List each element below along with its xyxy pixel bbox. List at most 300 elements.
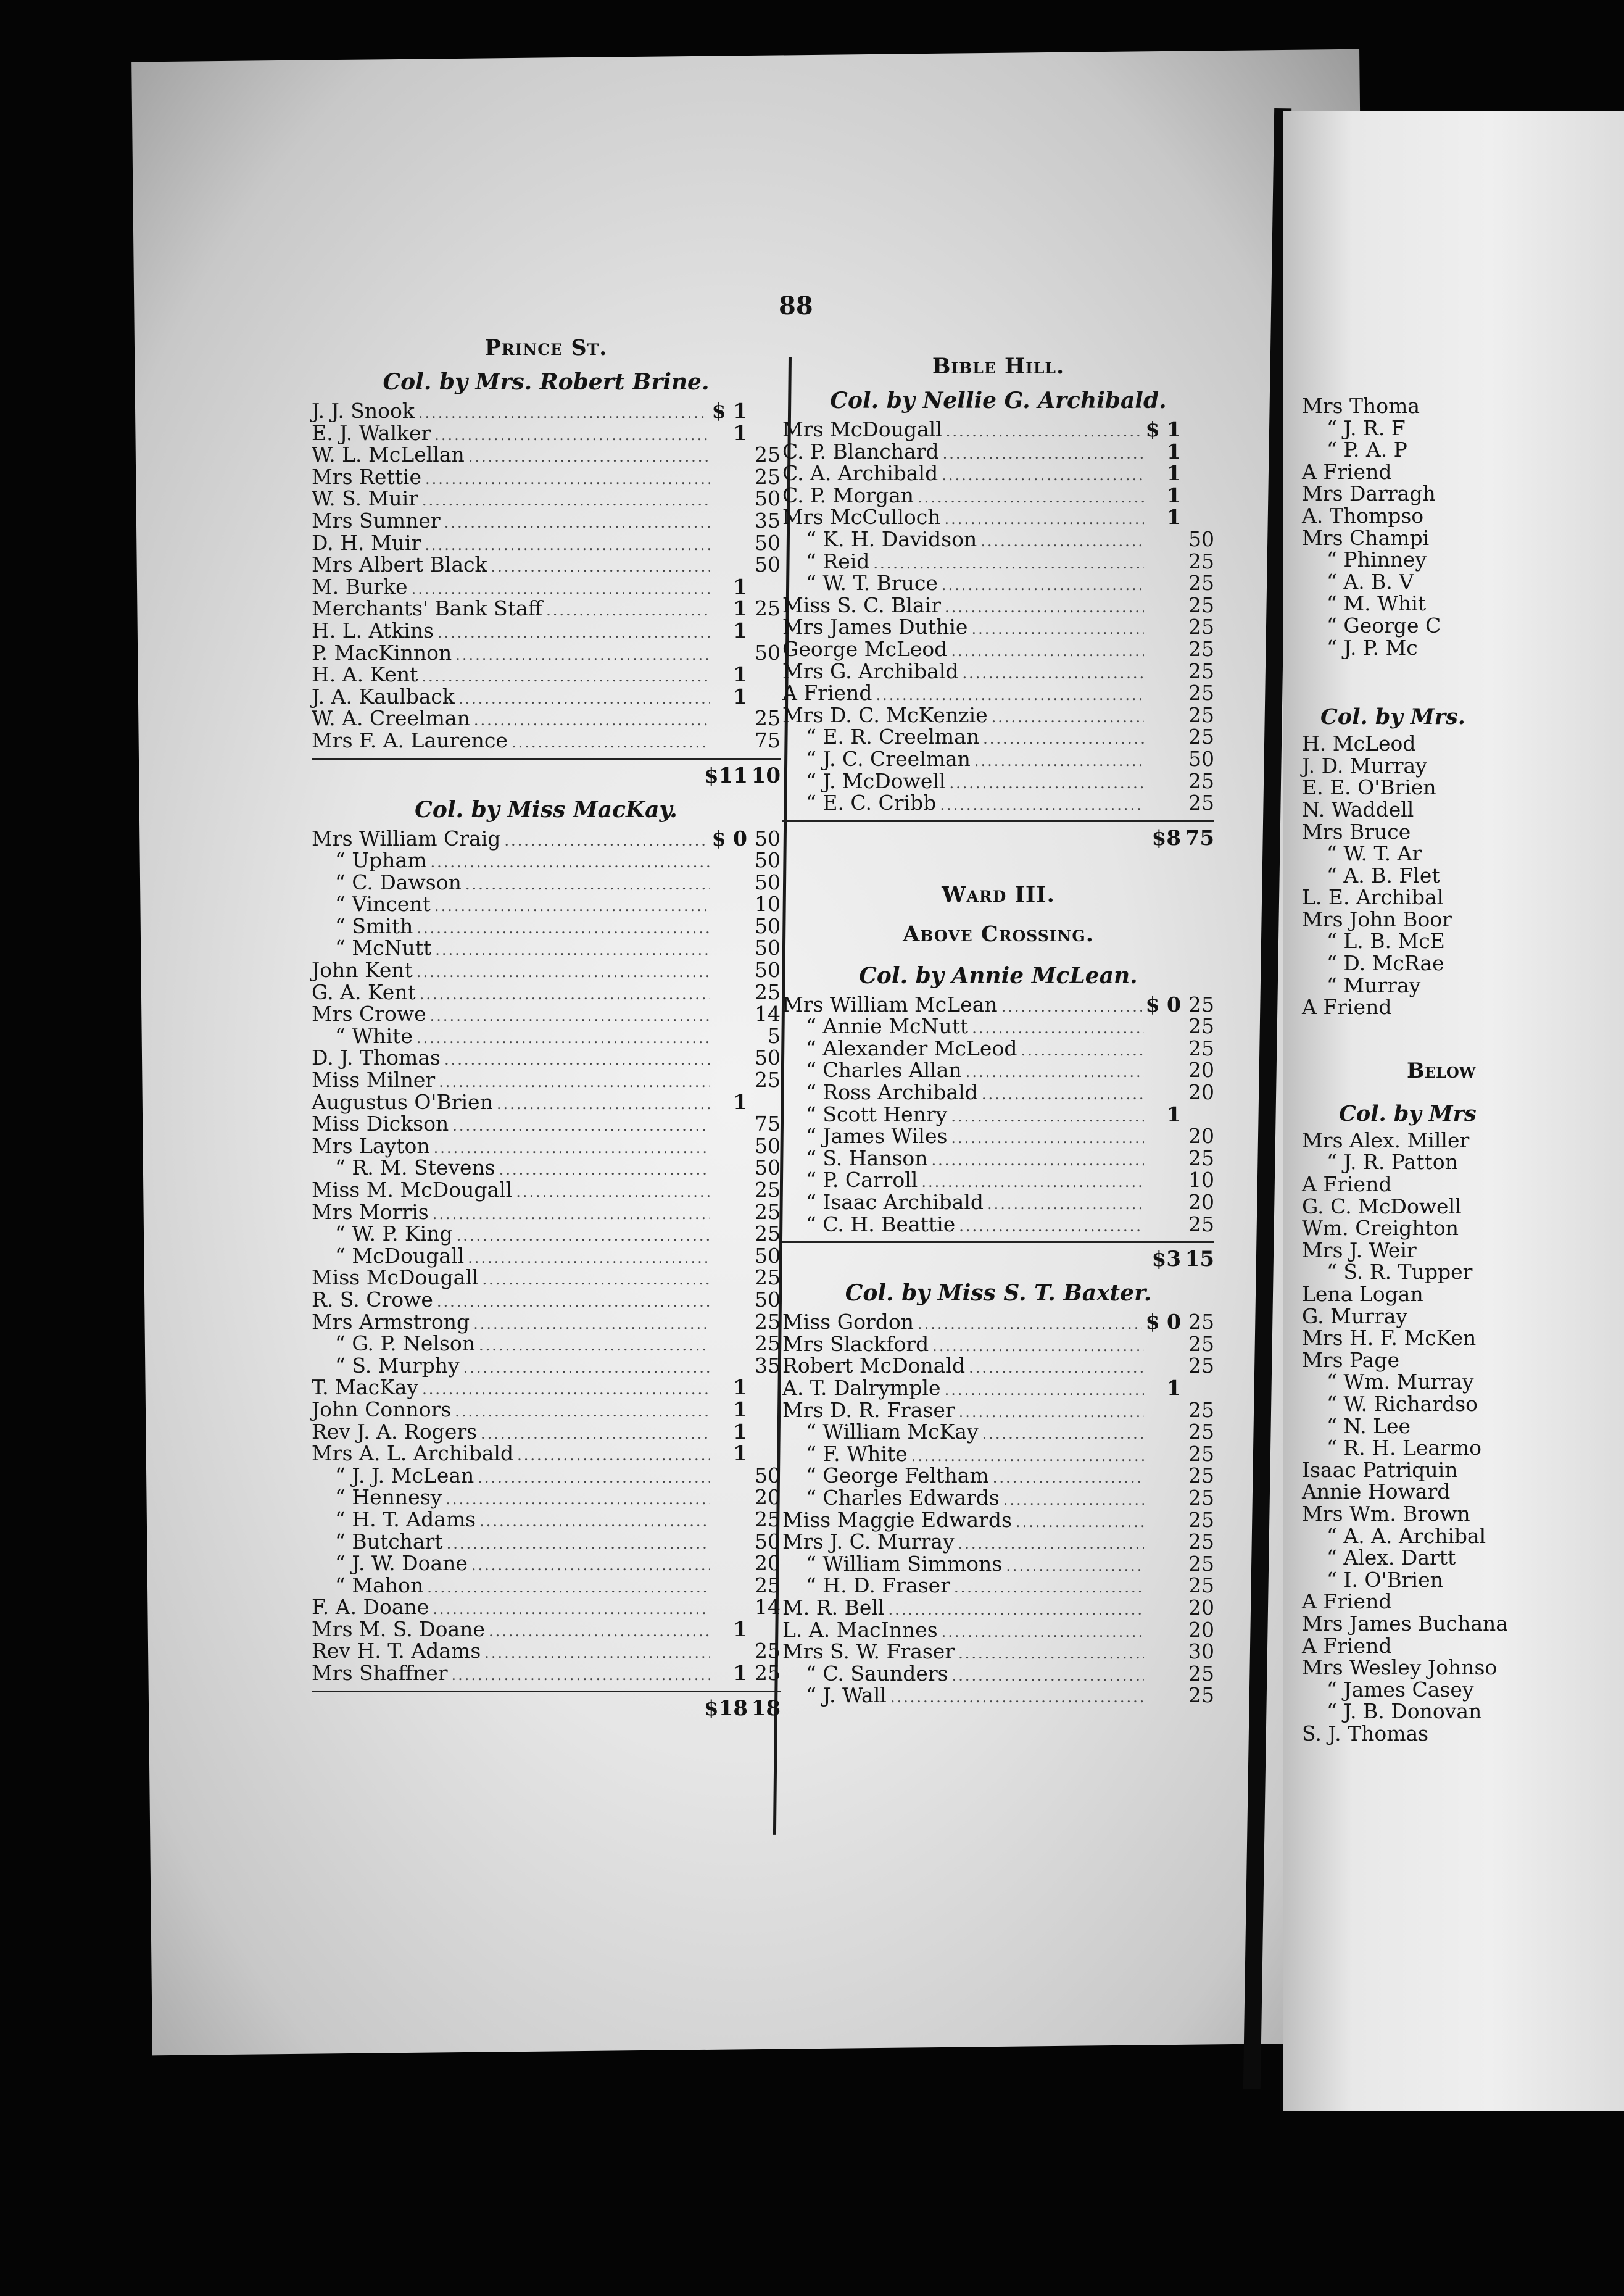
donor-name: Mrs G. Archibald — [782, 659, 959, 683]
donor-name: Miss McDougall — [312, 1265, 479, 1290]
list-item — [782, 485, 1214, 507]
donor-name: “ Charles Allan — [806, 1058, 962, 1083]
amount-cents: 10 — [755, 892, 781, 917]
right-page-line: “ R. H. Learmo — [1327, 1436, 1481, 1460]
list-item — [312, 1157, 781, 1179]
amount-cents: 25 — [1188, 571, 1214, 596]
amount-dollars: $ 0 — [711, 826, 747, 851]
leader-dots — [471, 1555, 710, 1577]
list-item — [312, 400, 781, 422]
donor-name: F. A. Doane — [312, 1595, 429, 1620]
amount-cents: 25 — [1188, 1397, 1214, 1422]
total-cents: 75 — [1185, 825, 1214, 851]
leader-dots — [420, 984, 710, 1006]
leader-dots — [517, 1445, 710, 1467]
amount-cents: 5 — [768, 1023, 781, 1048]
page-number: 88 — [779, 291, 813, 320]
street-heading: Prince St. — [484, 335, 608, 360]
leader-dots — [966, 1062, 1144, 1084]
leader-dots — [425, 468, 710, 491]
amount-cents: 20 — [1188, 1190, 1214, 1215]
leader-dots — [444, 1049, 710, 1071]
amount-cents: 50 — [755, 530, 781, 555]
subscription-group — [782, 958, 1214, 1276]
amount-cents: 25 — [1188, 1661, 1214, 1686]
leader-dots — [952, 1665, 1144, 1687]
amount-cents: 10 — [1188, 1168, 1214, 1192]
donor-name: “ H. D. Fraser — [806, 1573, 950, 1598]
right-page-line: A Friend — [1302, 1589, 1392, 1614]
donor-name: “ Isaac Archibald — [806, 1190, 984, 1215]
donor-name: Mrs James Duthie — [782, 615, 968, 639]
amount-cents: 25 — [1188, 702, 1214, 727]
list-item — [312, 1113, 781, 1135]
leader-dots — [431, 852, 710, 874]
amount-cents: 25 — [1188, 1573, 1214, 1598]
total-cents: 15 — [1185, 1247, 1214, 1272]
list-item — [782, 1038, 1214, 1060]
leader-dots — [918, 1313, 1142, 1336]
leader-dots — [546, 600, 710, 622]
list-item — [312, 1355, 781, 1377]
leader-dots — [982, 1423, 1144, 1445]
list-item — [782, 1487, 1214, 1509]
amount-cents: 35 — [755, 508, 781, 533]
right-page-line: “ J. B. Donovan — [1327, 1699, 1482, 1724]
right-page-line: “ Phinney — [1327, 547, 1427, 572]
list-item — [312, 466, 781, 488]
donor-name: “ E. R. Creelman — [806, 725, 980, 749]
list-item — [312, 871, 781, 894]
total-cents: 18 — [751, 1695, 781, 1721]
amount-cents: 25 — [1188, 1212, 1214, 1236]
donor-name: “ S. Hanson — [806, 1146, 928, 1170]
right-page-line: “ James Casey — [1327, 1677, 1474, 1702]
right-page-line: Mrs Darragh — [1302, 481, 1436, 506]
donor-name: Mrs Sumner — [312, 508, 441, 533]
donor-name: “ W. P. King — [335, 1221, 453, 1246]
donor-name: “ H. T. Adams — [335, 1507, 476, 1531]
amount-cents: 25 — [755, 1199, 781, 1224]
list-item — [782, 441, 1214, 463]
amount-cents: 50 — [755, 486, 781, 511]
right-page-line: A. Thompso — [1302, 503, 1424, 528]
amount-cents: 75 — [755, 1112, 781, 1136]
group-total — [782, 1241, 1214, 1275]
right-page-line: “ J. R. Patton — [1327, 1150, 1458, 1175]
list-item — [312, 663, 781, 686]
amount-cents: 25 — [1188, 791, 1214, 815]
donor-name: Mrs S. W. Fraser — [782, 1639, 955, 1664]
leader-dots — [455, 1401, 710, 1423]
right-page-line: L. E. Archibal — [1302, 885, 1444, 910]
amount-cents: 50 — [755, 936, 781, 960]
leader-dots — [468, 1247, 710, 1270]
amount-dollars: $ 0 — [1145, 1310, 1181, 1334]
leader-dots — [474, 710, 710, 732]
list-item — [782, 748, 1214, 770]
right-page-line: “ A. B. V — [1327, 569, 1414, 594]
amount-cents: 25 — [1188, 1441, 1214, 1466]
amount-cents: 25 — [1188, 1551, 1214, 1576]
amount-cents: 25 — [1188, 593, 1214, 617]
donor-name: Mrs Slackford — [782, 1331, 929, 1356]
right-page-line: “ George C — [1327, 613, 1441, 638]
amount-cents: 50 — [755, 913, 781, 938]
leader-dots — [940, 794, 1144, 817]
list-item — [312, 1069, 781, 1091]
ward-heading: Ward III. — [942, 881, 1055, 907]
list-item — [312, 1179, 781, 1201]
donor-name: Mrs Rettie — [312, 464, 421, 489]
amount-dollars: 1 — [733, 420, 747, 445]
donor-name: M. R. Bell — [782, 1595, 885, 1620]
leader-dots — [452, 1665, 710, 1687]
amount-cents: 30 — [1188, 1639, 1214, 1664]
list-item — [312, 1531, 781, 1553]
list-item — [782, 1081, 1214, 1104]
list-item — [312, 937, 781, 959]
list-item — [312, 1640, 781, 1662]
donor-name: “ White — [335, 1023, 413, 1048]
donor-name: L. A. MacInnes — [782, 1617, 938, 1642]
donor-name: D. J. Thomas — [312, 1046, 441, 1070]
list-item — [782, 1377, 1214, 1399]
right-page-line: “ P. A. P — [1327, 438, 1407, 462]
list-item — [782, 572, 1214, 594]
right-page-heading: Below — [1407, 1058, 1476, 1083]
amount-dollars: 1 — [733, 662, 747, 687]
middle-column — [782, 351, 1214, 1707]
donor-name: Mrs Albert Black — [312, 552, 487, 577]
donor-name: “ McNutt — [335, 936, 432, 960]
leader-dots — [482, 1269, 710, 1291]
leader-dots — [435, 939, 710, 962]
leader-dots — [416, 918, 710, 940]
list-item — [782, 1015, 1214, 1038]
right-page-line: Wm. Creighton — [1302, 1216, 1459, 1241]
list-item — [782, 638, 1214, 660]
amount-dollars: 1 — [1167, 505, 1181, 530]
amount-dollars: 1 — [733, 574, 747, 599]
amount-cents: 25 — [755, 464, 781, 489]
donor-name: Mrs D. C. McKenzie — [782, 702, 988, 727]
list-item — [312, 488, 781, 510]
donor-name: Mrs William McLean — [782, 992, 998, 1017]
leader-dots — [918, 487, 1144, 509]
donor-name: D. H. Muir — [312, 530, 421, 555]
donor-name: “ Butchart — [335, 1529, 443, 1554]
amount-cents: 25 — [1188, 1146, 1214, 1170]
list-item — [782, 1399, 1214, 1421]
donor-name: M. Burke — [312, 574, 408, 599]
leader-dots — [951, 641, 1144, 663]
list-item — [312, 444, 781, 466]
leader-dots — [473, 1313, 710, 1336]
leader-dots — [427, 1577, 710, 1599]
amount-dollars: 1 — [1167, 1102, 1181, 1126]
donor-name: “ G. P. Nelson — [335, 1331, 476, 1356]
donor-name: Merchants' Bank Staff — [312, 596, 543, 621]
leader-dots — [479, 1511, 710, 1533]
donor-name: Mrs F. A. Laurence — [312, 728, 508, 752]
donor-name: “ Charles Edwards — [806, 1485, 1000, 1510]
list-item — [782, 1311, 1214, 1333]
leader-dots — [478, 1467, 710, 1489]
donor-name: Augustus O'Brien — [312, 1089, 493, 1114]
amount-cents: 25 — [1188, 1354, 1214, 1378]
amount-cents: 25 — [755, 1265, 781, 1290]
leader-dots — [943, 443, 1144, 465]
list-item — [782, 1059, 1214, 1081]
donor-name: W. A. Creelman — [312, 706, 470, 731]
amount-dollars: $ 1 — [1145, 417, 1181, 441]
list-item — [782, 1104, 1214, 1126]
list-item — [782, 1213, 1214, 1236]
donor-name: “ Hennesy — [335, 1485, 442, 1510]
donor-name: Robert McDonald — [782, 1354, 966, 1378]
amount-dollars: 1 — [1167, 483, 1181, 507]
leader-dots — [416, 1028, 710, 1050]
amount-cents: 25 — [1188, 636, 1214, 661]
amount-dollars: 1 — [1167, 439, 1181, 464]
group-total — [312, 1691, 781, 1724]
leader-dots — [504, 830, 708, 852]
amount-cents: 25 — [1188, 1485, 1214, 1510]
leader-dots — [942, 575, 1144, 597]
group-total — [312, 758, 781, 792]
amount-dollars: $ 0 — [1145, 992, 1181, 1017]
donor-name: “ James Wiles — [806, 1124, 948, 1149]
leader-dots — [491, 556, 710, 578]
donor-name: Miss M. McDougall — [312, 1178, 513, 1202]
list-item — [312, 422, 781, 444]
amount-dollars: 1 — [733, 618, 747, 643]
subscription-group — [312, 364, 781, 792]
donor-name: Mrs M. S. Doane — [312, 1616, 485, 1641]
leader-dots — [433, 1204, 710, 1226]
donor-name: W. L. McLellan — [312, 443, 465, 467]
right-page-line: A Friend — [1302, 1633, 1392, 1658]
right-page-line: Mrs Alex. Miller — [1302, 1128, 1470, 1152]
donor-name: “ George Feltham — [806, 1463, 989, 1488]
amount-cents: 50 — [755, 1155, 781, 1180]
amount-cents: 35 — [755, 1353, 781, 1378]
leader-dots — [950, 773, 1145, 795]
total-dollars: $8 — [1151, 825, 1181, 851]
leader-dots — [434, 896, 710, 918]
leader-dots — [468, 446, 710, 468]
leader-dots — [444, 512, 710, 534]
donor-name: C. A. Archibald — [782, 461, 938, 486]
amount-dollars: 1 — [733, 1441, 747, 1466]
leader-dots — [945, 597, 1144, 619]
list-item — [782, 616, 1214, 638]
amount-cents: 25 — [1188, 1683, 1214, 1708]
list-item — [312, 1025, 781, 1047]
leader-dots — [987, 1194, 1144, 1216]
amount-cents: 20 — [1188, 1617, 1214, 1642]
donor-name: “ Reid — [806, 549, 870, 573]
list-item — [312, 642, 781, 664]
amount-cents: 25 — [1188, 681, 1214, 705]
leader-dots — [430, 1005, 710, 1028]
list-item — [312, 959, 781, 981]
collector-line: Col. by Nellie G. Archibald. — [830, 388, 1167, 414]
donor-name: Mrs Crowe — [312, 1002, 426, 1026]
list-item — [782, 418, 1214, 441]
list-item — [312, 893, 781, 915]
leader-dots — [932, 1150, 1144, 1172]
leader-dots — [969, 1357, 1144, 1379]
donor-name: “ J. W. Doane — [335, 1551, 468, 1576]
donor-name: C. P. Blanchard — [782, 439, 939, 464]
leader-dots — [455, 644, 710, 667]
donor-name: Mrs Shaffner — [312, 1661, 448, 1686]
right-page-line: Mrs James Buchana — [1302, 1611, 1508, 1636]
donor-name: “ J. Wall — [806, 1683, 887, 1708]
subscription-group — [782, 1275, 1214, 1707]
donor-name: “ Smith — [335, 913, 413, 938]
right-page-line: Mrs Thoma — [1302, 394, 1420, 418]
donor-name: “ K. H. Davidson — [806, 526, 977, 551]
amount-cents: 50 — [755, 552, 781, 577]
right-page-line: “ L. B. McE — [1327, 929, 1445, 954]
list-item — [312, 981, 781, 1004]
leader-dots — [497, 1094, 710, 1116]
amount-cents: 50 — [755, 1529, 781, 1554]
donor-name: Mrs J. C. Murray — [782, 1529, 955, 1554]
leader-dots — [418, 402, 708, 425]
donor-name: “ J. C. Creelman — [806, 746, 971, 771]
right-page-line: Mrs John Boor — [1302, 907, 1452, 931]
total-cents: 10 — [751, 763, 781, 788]
amount-cents: 50 — [755, 1046, 781, 1070]
donor-name: “ Vincent — [335, 892, 431, 917]
list-item — [312, 1574, 781, 1597]
list-item — [312, 1376, 781, 1399]
amount-dollars: 1 — [1167, 461, 1181, 486]
leader-dots — [951, 1128, 1144, 1150]
list-item — [312, 1552, 781, 1574]
area-heading: Bible Hill. — [932, 354, 1065, 379]
leader-dots — [963, 663, 1144, 685]
donor-name: Miss S. C. Blair — [782, 593, 941, 617]
right-page-line: “ W. T. Ar — [1327, 841, 1422, 866]
amount-dollars: 1 — [1167, 1376, 1181, 1400]
leader-dots — [463, 1357, 710, 1379]
amount-dollars: 1 — [733, 1397, 747, 1421]
donor-name: “ William McKay — [806, 1420, 979, 1444]
list-item — [312, 1223, 781, 1245]
amount-cents: 25 — [755, 1068, 781, 1092]
list-item — [312, 510, 781, 532]
amount-cents: 25 — [1188, 1331, 1214, 1356]
leader-dots — [890, 1687, 1144, 1709]
amount-cents: 25 — [755, 980, 781, 1004]
donor-name: “ Mahon — [335, 1573, 424, 1597]
leader-dots — [484, 1642, 710, 1665]
right-page-line: “ D. McRae — [1327, 951, 1444, 976]
amount-cents: 50 — [755, 1133, 781, 1158]
right-page-line: Mrs Wm. Brown — [1302, 1501, 1470, 1526]
amount-cents: 20 — [1188, 1124, 1214, 1149]
list-item — [782, 1443, 1214, 1465]
amount-cents: 25 — [755, 1178, 781, 1202]
list-item — [312, 828, 781, 850]
leader-dots — [1016, 1512, 1144, 1534]
donor-name: Mrs Morris — [312, 1199, 429, 1224]
list-item — [782, 1619, 1214, 1641]
right-page-line: “ I. O'Brien — [1327, 1567, 1443, 1592]
right-page-line: G. Murray — [1302, 1304, 1408, 1328]
amount-cents: 25 — [1188, 725, 1214, 749]
donor-name: P. MacKinnon — [312, 640, 452, 665]
amount-cents: 25 — [755, 1639, 781, 1663]
leader-dots — [954, 1577, 1144, 1599]
donor-name: “ J. McDowell — [806, 768, 946, 793]
donor-name: “ C. Saunders — [806, 1661, 948, 1686]
amount-cents: 25 — [1188, 1507, 1214, 1532]
leader-dots — [447, 1533, 710, 1555]
amount-cents: 25 — [1188, 1014, 1214, 1039]
list-item — [312, 1311, 781, 1333]
leader-dots — [974, 751, 1144, 773]
leader-dots — [980, 531, 1144, 553]
amount-cents: 50 — [1188, 526, 1214, 551]
leader-dots — [942, 465, 1144, 487]
amount-cents: 25 — [1188, 659, 1214, 683]
amount-cents: 25 — [755, 1573, 781, 1597]
leader-dots — [946, 421, 1142, 443]
group-total — [782, 820, 1214, 854]
donor-name: Miss Dickson — [312, 1112, 449, 1136]
right-page-line: A Friend — [1302, 995, 1392, 1020]
collector-line: Col. by Annie McLean. — [859, 962, 1138, 989]
collector-line: Col. by Mrs. Robert Brine. — [383, 369, 710, 395]
list-item — [312, 1003, 781, 1025]
donor-name: T. MacKay — [312, 1375, 419, 1400]
list-item — [782, 1641, 1214, 1663]
amount-cents: 25 — [755, 1309, 781, 1334]
right-page-line: N. Waddell — [1302, 797, 1414, 821]
list-item — [312, 1047, 781, 1069]
section-subheading: Above Crossing. — [903, 921, 1094, 947]
amount-cents: 50 — [755, 1463, 781, 1487]
list-item — [782, 528, 1214, 551]
leader-dots — [959, 1216, 1144, 1238]
amount-cents: 20 — [1188, 1595, 1214, 1620]
list-item — [312, 686, 781, 708]
amount-dollars: 1 — [733, 684, 747, 709]
donor-name: Mrs Armstrong — [312, 1309, 470, 1334]
list-item — [782, 1574, 1214, 1597]
amount-cents: 25 — [1188, 992, 1214, 1017]
donor-name: W. S. Muir — [312, 486, 418, 511]
leader-dots — [481, 1423, 710, 1445]
donor-name: “ C. Dawson — [335, 870, 462, 894]
leader-dots — [434, 425, 710, 447]
amount-cents: 20 — [755, 1485, 781, 1510]
donor-name: H. A. Kent — [312, 662, 418, 687]
amount-dollars: $ 1 — [711, 399, 747, 423]
donor-name: “ W. T. Bruce — [806, 571, 938, 596]
list-item — [312, 532, 781, 554]
leader-dots — [1006, 1555, 1144, 1578]
leader-dots — [993, 1467, 1144, 1489]
leader-dots — [945, 1379, 1144, 1402]
right-page-line: Mrs Wesley Johnso — [1302, 1655, 1498, 1680]
